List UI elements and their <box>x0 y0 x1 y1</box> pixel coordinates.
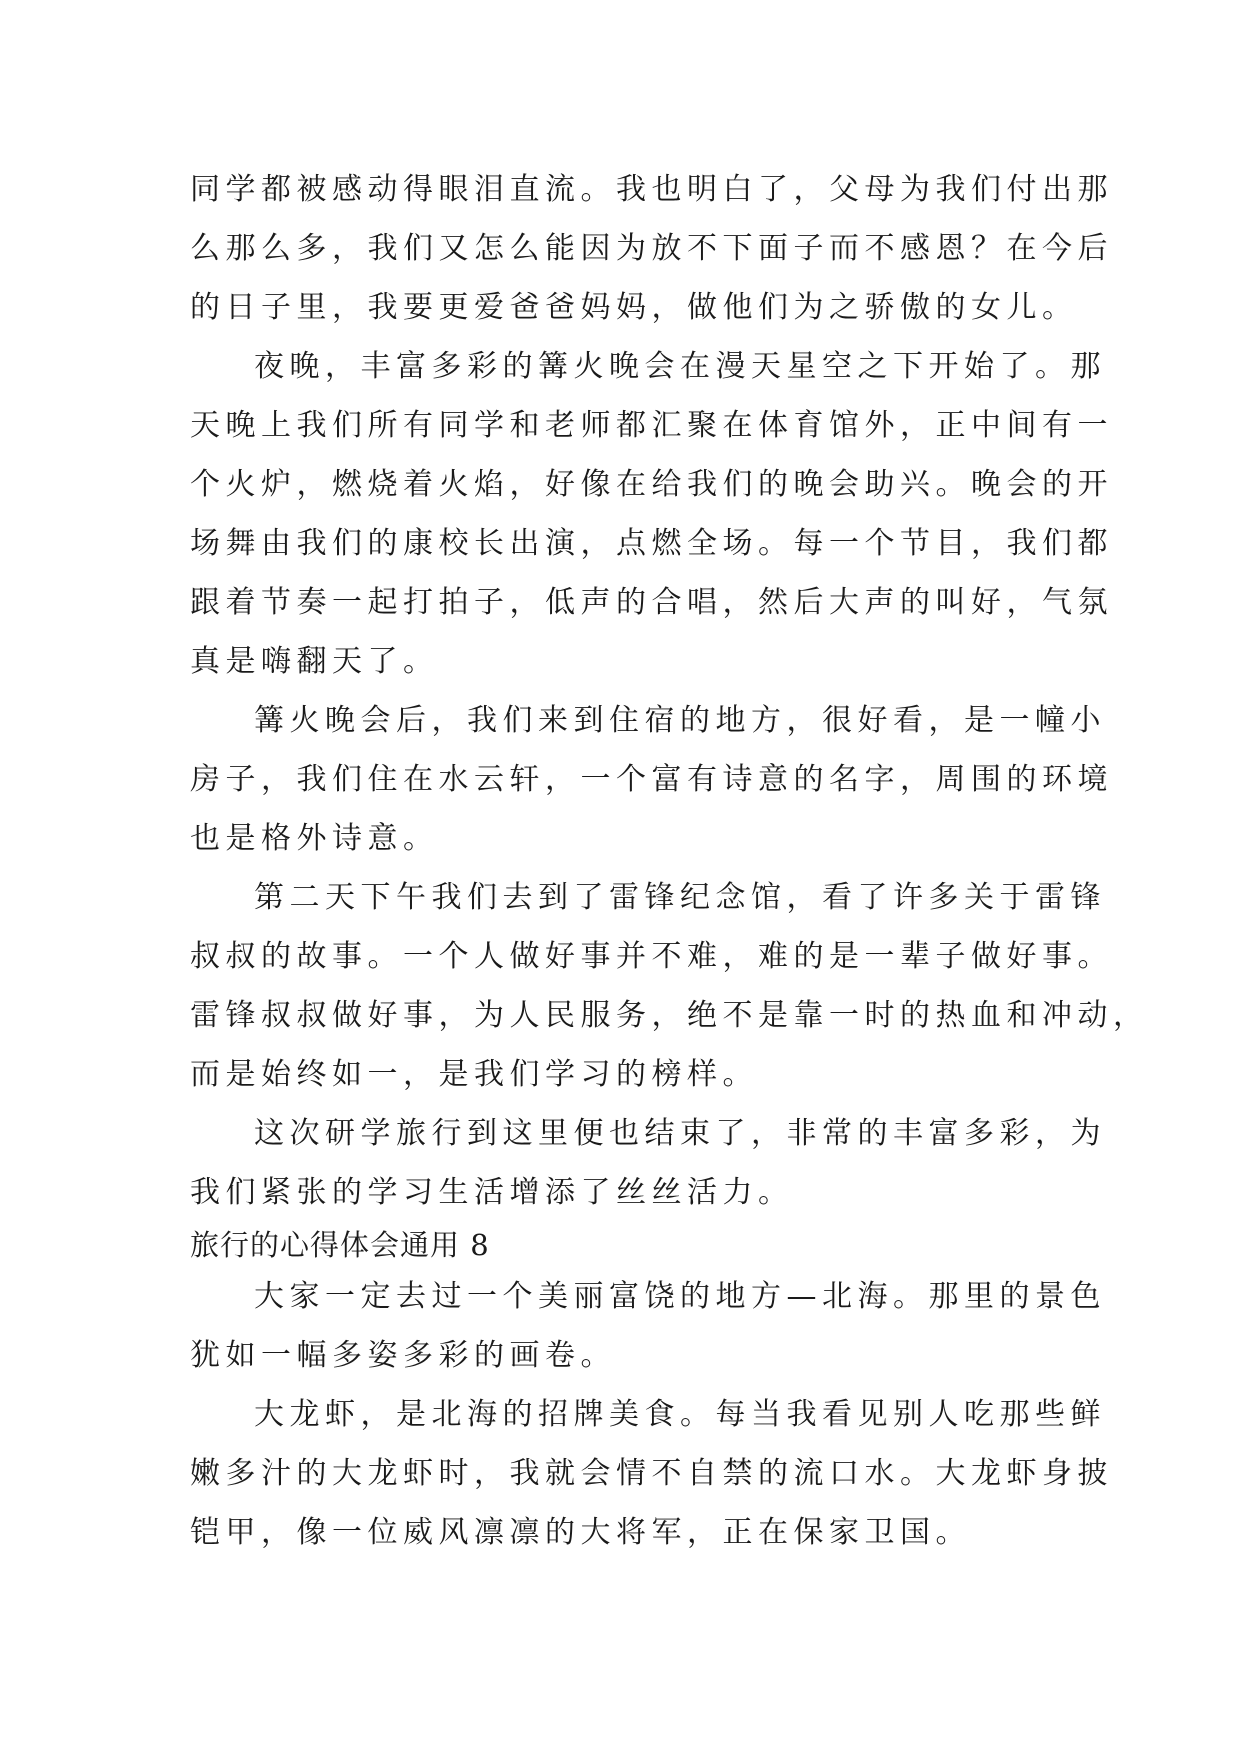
paragraph-line: 铠甲，像一位威风凛凛的大将军，正在保家卫国。 <box>190 1515 971 1550</box>
paragraph-line: 天晚上我们所有同学和老师都汇聚在体育馆外，正中间有一 <box>190 408 1113 443</box>
paragraph-line: 也是格外诗意。 <box>190 821 439 856</box>
paragraph-line: 我们紧张的学习生活增添了丝丝活力。 <box>190 1175 794 1210</box>
paragraph-line: 的日子里，我要更爱爸爸妈妈，做他们为之骄傲的女儿。 <box>190 290 1078 325</box>
paragraph-line: 大龙虾，是北海的招牌美食。每当我看见别人吃那些鲜 <box>254 1397 1106 1432</box>
paragraph-line: 么那么多，我们又怎么能因为放不下面子而不感恩？在今后 <box>190 231 1113 266</box>
paragraph-line: 篝火晚会后，我们来到住宿的地方，很好看，是一幢小 <box>254 703 1106 738</box>
paragraph-line: 跟着节奏一起打拍子，低声的合唱，然后大声的叫好，气氛 <box>190 585 1113 620</box>
paragraph-line: 房子，我们住在水云轩，一个富有诗意的名字，周围的环境 <box>190 762 1113 797</box>
paragraph-line: 叔叔的故事。一个人做好事并不难，难的是一辈子做好事。 <box>190 939 1113 974</box>
paragraph-line: 场舞由我们的康校长出演，点燃全场。每一个节目，我们都 <box>190 526 1113 561</box>
paragraph-line: 犹如一幅多姿多彩的画卷。 <box>190 1338 616 1373</box>
paragraph-line: 真是嗨翻天了。 <box>190 644 439 679</box>
paragraph-line: 雷锋叔叔做好事，为人民服务，绝不是靠一时的热血和冲动， <box>190 998 1149 1033</box>
paragraph-line: 夜晚，丰富多彩的篝火晚会在漫天星空之下开始了。那 <box>254 349 1106 384</box>
paragraph-line: 这次研学旅行到这里便也结束了，非常的丰富多彩，为 <box>254 1116 1106 1151</box>
section-heading: 旅行的心得体会通用 8 <box>190 1228 490 1262</box>
paragraph-line: 第二天下午我们去到了雷锋纪念馆，看了许多关于雷锋 <box>254 880 1106 915</box>
paragraph-line: 而是始终如一，是我们学习的榜样。 <box>190 1057 758 1092</box>
paragraph-line: 同学都被感动得眼泪直流。我也明白了，父母为我们付出那 <box>190 172 1113 207</box>
paragraph-line: 个火炉，燃烧着火焰，好像在给我们的晚会助兴。晚会的开 <box>190 467 1113 502</box>
document-body <box>190 160 1149 1562</box>
paragraph-line: 嫩多汁的大龙虾时，我就会情不自禁的流口水。大龙虾身披 <box>190 1456 1113 1491</box>
paragraph-line: 大家一定去过一个美丽富饶的地方—北海。那里的景色 <box>254 1279 1106 1314</box>
